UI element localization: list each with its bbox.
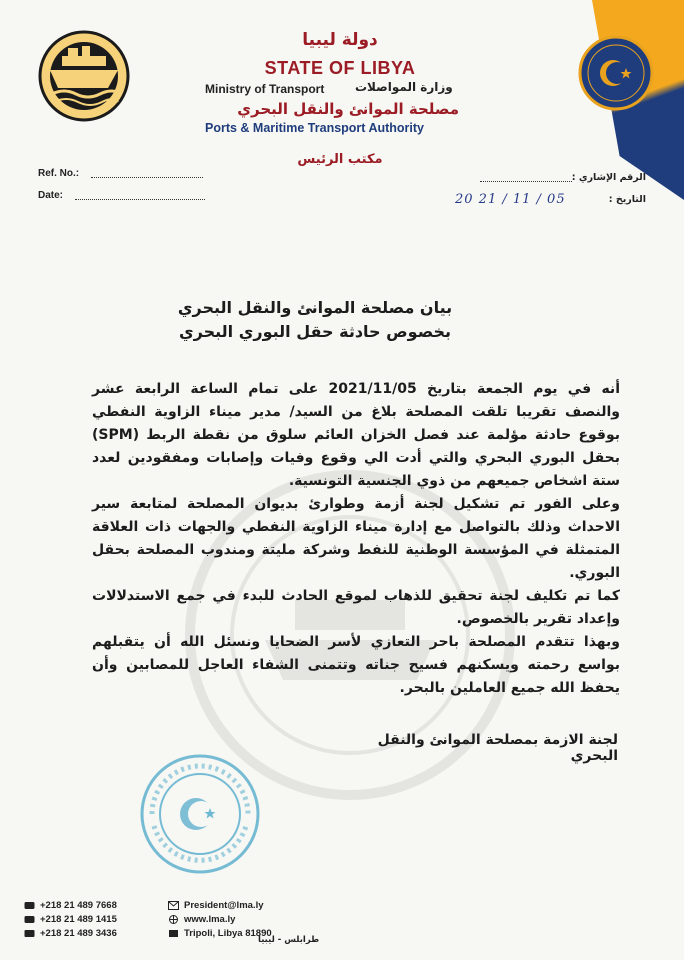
website-icon [168, 915, 179, 924]
date-line [38, 190, 205, 201]
footer-phones [24, 898, 117, 940]
phone-number[interactable]: +218 21 489 1415 [40, 913, 117, 925]
authority-ship-logo [38, 30, 130, 122]
handwritten-date: 20 21 / 11 / 05 [455, 192, 566, 207]
office-arabic: مكتب الرئيس [297, 152, 383, 167]
footer-contact [168, 898, 272, 940]
city-arabic: طرابلس - ليبيا [258, 935, 320, 945]
statement-title-line-2: بخصوص حادثة حقل البوري البحري [178, 322, 452, 341]
authority-english: Ports & Maritime Transport Authority [205, 121, 425, 135]
postal-address: Tripoli, Libya 81890 [184, 927, 272, 939]
statement-body [92, 378, 620, 700]
authority-arabic: مصلحة الموانئ والنقل البحري [237, 100, 459, 118]
website-link[interactable]: www.lma.ly [184, 913, 236, 925]
state-name-english: STATE OF LIBYA [264, 58, 416, 78]
official-stamp [138, 752, 262, 876]
ref-number-line-arabic [466, 172, 646, 183]
statement-paragraph: وبهذا تتقدم المصلحة باحر التعازي لأسر الضحايا ونسئل الله أن يتقبلهم بواسع رحمته ويسكنهم فسيح جناته وتتمنى الشفاء العاجل للمصابين وأن يحفظ الله جميع العاملين بالبحر. [92, 634, 620, 696]
ref-number-label: Ref. No.: [38, 168, 80, 179]
statement-paragraph: أنه في يوم الجمعة بتاريخ 2021/11/05 على تمام الساعة الرابعة عشر والنصف تقريبا تلقت المصلحة بلاغ من السيد/ مدير ميناء الزاوية النفطي بوقوع حادثة مؤلمة عند فصل الخزان العائم سلوق من نقطة الربط (SPM) بحقل البوري البحري والتي أدت الي وقوع وفيات وإصابات ومفقودين لعدد ستة اشخاص جميعهم من ذوي الجنسية التونسية. [92, 381, 620, 489]
ref-number-label-arabic: الرقم الإشاري : [571, 172, 646, 183]
state-name-arabic: دولة ليبيا [302, 30, 378, 50]
location-icon [168, 929, 179, 938]
phone-icon [24, 901, 35, 910]
signature-line: لجنة الازمة بمصلحة الموانئ والنقل البحري [377, 732, 618, 764]
email-icon [168, 901, 179, 910]
ministry-arabic: وزارة المواصلات [355, 80, 453, 94]
ref-number-line [38, 168, 203, 179]
statement-paragraph: وعلى الفور تم تشكيل لجنة أزمة وطوارئ بديوان المصلحة لمتابعة سير الاحداث وذلك بالتواصل مع إدارة ميناء الزاوية النفطي والجهات ذات العلاقة المتمثلة في المؤسسة الوطنية للنفط وشركة مليتة ومندوب المصلحة بحقل البوري. [92, 496, 620, 581]
ministry-english: Ministry of Transport [205, 82, 325, 96]
phone-icon [24, 915, 35, 924]
libya-crescent-emblem [578, 35, 654, 111]
fax-icon [24, 929, 35, 938]
statement-title [150, 296, 480, 344]
phone-number[interactable]: +218 21 489 3436 [40, 927, 117, 939]
email-address[interactable]: President@lma.ly [184, 899, 264, 911]
statement-title-line-1: بيان مصلحة الموانئ والنقل البحري [177, 298, 453, 317]
statement-paragraph: كما تم تكليف لجنة تحقيق للذهاب لموقع الحادث للبدء في جمع الاستدلالات وإعداد تقرير بالخصوص. [92, 588, 620, 627]
phone-number[interactable]: +218 21 489 7668 [40, 899, 117, 911]
date-label-arabic: التاريخ : [608, 194, 646, 205]
date-label: Date: [38, 190, 64, 201]
